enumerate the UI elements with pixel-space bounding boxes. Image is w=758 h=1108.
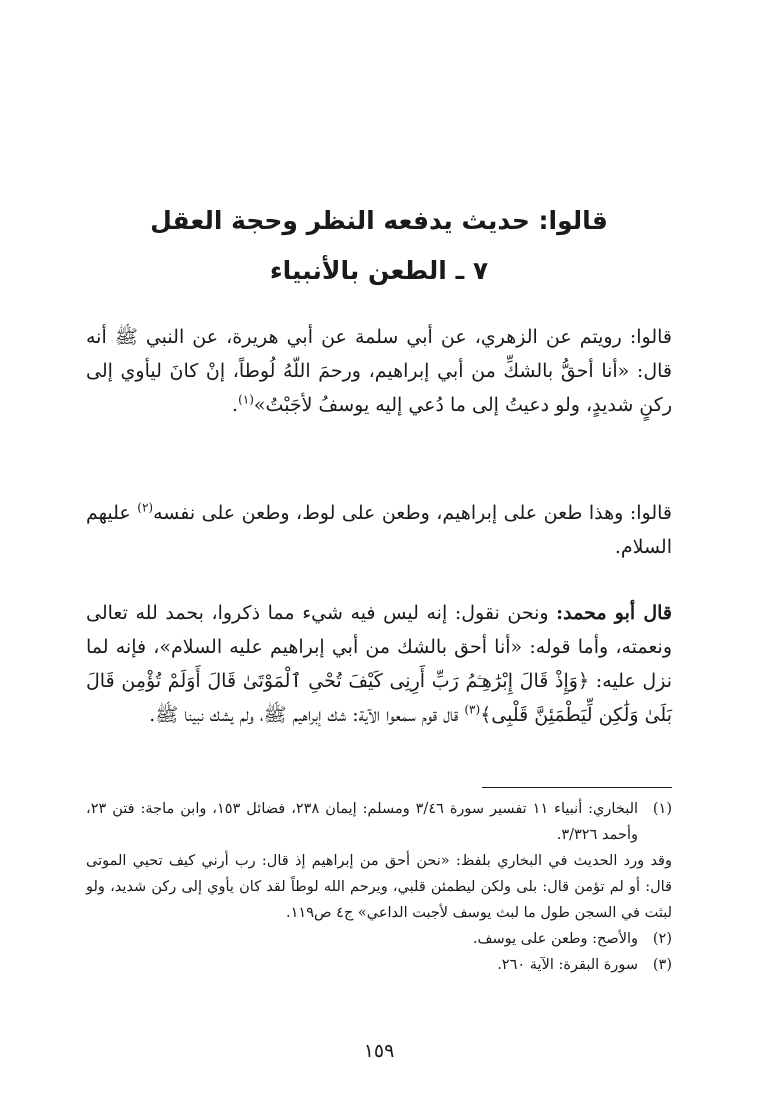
footnote-text: سورة البقرة: الآية ٢٦٠. bbox=[497, 957, 638, 973]
paragraph-objection-end: عليهم السلام. bbox=[86, 502, 672, 558]
paragraph-hadith-end: . bbox=[232, 394, 239, 416]
footnote-ref-3: (٣) bbox=[464, 702, 481, 717]
footnote-ref-1: (١) bbox=[238, 392, 254, 407]
footnote-1 bbox=[86, 796, 672, 848]
footnote-number: (٣) bbox=[652, 957, 672, 973]
footnote-text: البخاري: أنبياء ١١ تفسير سورة ٣/٤٦ ومسلم: إيمان ٢٣٨، فضائل ١٥٣، وابن ماجة: فتن ٢٣، وأحمد ٣/٣٢٦. bbox=[86, 801, 639, 843]
section-title: ٧ ـ الطعن بالأنبياء bbox=[269, 256, 489, 285]
footnote-divider bbox=[482, 787, 672, 788]
quran-verse: ﴿وَإِذْ قَالَ إِبْرَٰهِـۧمُ رَبِّ أَرِنِى كَيْفَ تُحْىِ ٱلْمَوْتَىٰ قَالَ أَوَلَمْ تُؤْمِن قَالَ بَلَىٰ وَلَٰكِن لِّيَطْمَئِنَّ قَلْبِى﴾ bbox=[86, 670, 672, 726]
chapter-titles bbox=[60, 196, 698, 296]
footnote-2 bbox=[86, 926, 672, 952]
footnote-3 bbox=[86, 952, 672, 978]
paragraph-objection-text: قالوا: وهذا طعن على إبراهيم، وطعن على لوط، وطعن على نفسه bbox=[153, 502, 672, 524]
paragraph-response bbox=[86, 596, 672, 732]
paragraph-response-text-a: ونحن نقول: إنه ليس فيه شيء مما ذكروا، بحمد لله تعالى ونعمته، وأما قوله: «أنا أحق بالشك من أبي إبراهيم عليه السلام»، فإنه لما نزل عليه: bbox=[86, 602, 673, 692]
paragraph-hadith bbox=[86, 320, 672, 422]
footnote-ref-2: (٢) bbox=[137, 500, 154, 515]
footnote-text: والأصح: وطعن على يوسف. bbox=[472, 931, 638, 947]
chapter-title: قالوا: حديث يدفعه النظر وحجة العقل bbox=[150, 206, 608, 235]
page-number: ١٥٩ bbox=[363, 1040, 395, 1062]
speaker-label: قال أبو محمد: bbox=[556, 602, 672, 624]
paragraph-objection bbox=[86, 496, 672, 564]
paragraph-hadith-text: قالوا: رويتم عن الزهري، عن أبي سلمة عن أبي هريرة، عن النبي ﷺ أنه قال: «أنا أحقُّ بالشكِّ من أبي إبراهيم، ورحمَ اللّهُ لُوطاً، إنْ كانَ ليأوي إلى ركنٍ شديدٍ، ولو دعيتُ إلى ما دُعي إليه يوسفُ لأجَبْتُ» bbox=[86, 326, 672, 416]
footnote-number: (٢) bbox=[652, 931, 672, 947]
paragraph-response-text-b: قال قوم سمعوا الآية: شك إبراهيم ﷺ، ولم يشك نبينا ﷺ. bbox=[149, 704, 465, 726]
footnotes bbox=[86, 796, 672, 978]
footnote-number: (١) bbox=[652, 801, 672, 817]
footnote-1-continuation: وقد ورد الحديث في البخاري بلفظ: «نحن أحق من إبراهيم إذ قال: رب أرني كيف تحيي الموتى قال: أو لم تؤمن قال: بلى ولكن ليطمئن قلبي، ويرحم الله لوطاً لقد كان يأوي إلى ركن شديد، ولو لبثت في السجن طول ما لبث يوسف لأجبت الداعي» ج٤ ص١١٩. bbox=[86, 853, 672, 921]
